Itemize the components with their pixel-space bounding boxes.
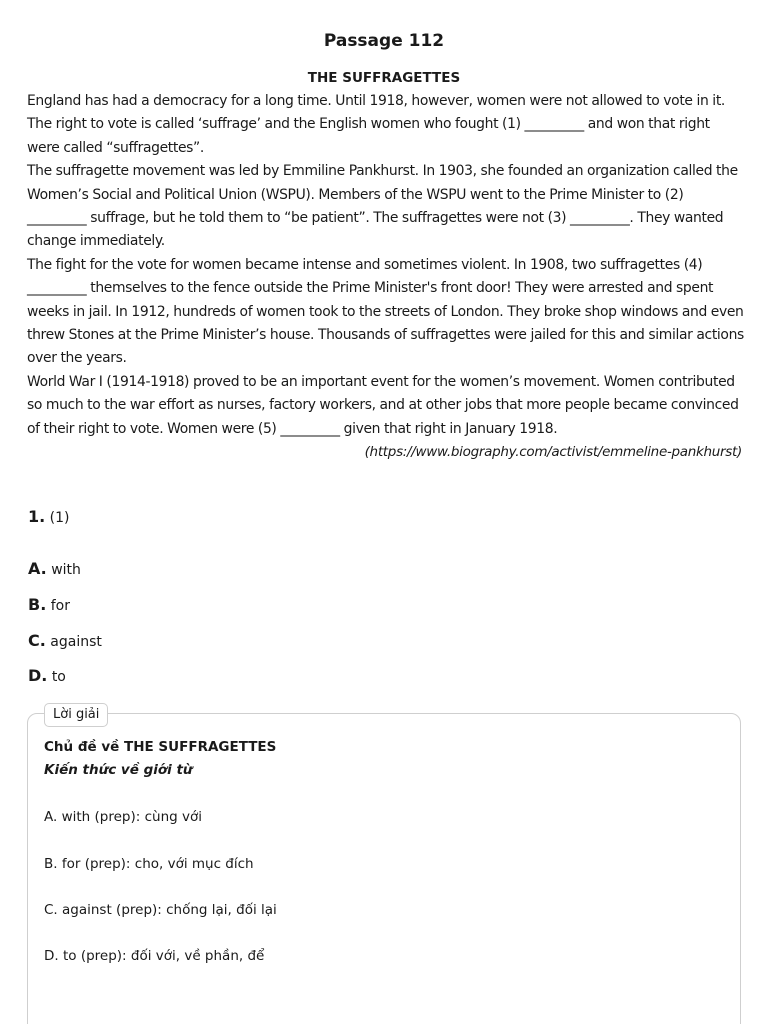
option-text: to (51, 669, 66, 685)
question-number: 1. (28, 507, 46, 526)
option-letter: A. (28, 559, 47, 578)
solution-tag[interactable]: Lời giải (44, 703, 108, 727)
solution-line-a: A. with (prep): cùng với (44, 809, 202, 825)
article-title: THE SUFFRAGETTES (307, 70, 461, 86)
solution-line-d: D. to (prep): đối với, về phần, để (44, 948, 265, 964)
source-citation: (https://www.biography.com/activist/emmeline-pankhurst) (364, 444, 742, 460)
option-letter: C. (28, 631, 46, 650)
question-text: (1) (49, 510, 70, 526)
solution-line-c: C. against (prep): chống lại, đối lại (44, 902, 277, 918)
option-d[interactable] (28, 665, 66, 688)
passage-paragraph-2: The suffragette movement was led by Emmiline Pankhurst. In 1903, she founded an organization called the Women’s Social and Political Union (WSPU). Members of the WSPU went to the Prime Minister to (2) _________ suffrage, but he told them to “be patient”. The suffragettes were not (3) _________. They wanted change immediately. (27, 163, 738, 250)
question-1 (28, 506, 70, 529)
passage-text (27, 90, 745, 441)
option-a[interactable] (28, 558, 81, 581)
solution-topic: Chủ đề về THE SUFFRAGETTES (44, 739, 277, 755)
option-b[interactable] (28, 594, 70, 617)
passage-paragraph-1: England has had a democracy for a long time. Until 1918, however, women were not allowed to vote in it. The right to vote is called ‘suffrage’ and the English women who fought (1) _________ and won that right were called “suffragettes”. (27, 93, 725, 156)
option-text: for (50, 598, 70, 614)
option-text: against (50, 634, 102, 650)
solution-knowledge: Kiến thức về giới từ (44, 762, 193, 778)
passage-title: Passage 112 (323, 31, 445, 51)
option-c[interactable] (28, 630, 102, 653)
passage-paragraph-4: World War I (1914-1918) proved to be an important event for the women’s movement. Women contributed so much to the war effort as nurses, factory workers, and at other jobs that more people became convinced of their right to vote. Women were (5) _________ given that right in January 1918. (27, 373, 739, 437)
option-letter: B. (28, 595, 47, 614)
option-letter: D. (28, 666, 48, 685)
solution-line-b: B. for (prep): cho, với mục đích (44, 856, 254, 872)
passage-paragraph-3: The fight for the vote for women became intense and sometimes violent. In 1908, two suffragettes (4) _________ themselves to the fence outside the Prime Minister's front door! They were arrested and spent weeks in jail. In 1912, hundreds of women took to the streets of London. They broke shop windows and even threw Stones at the Prime Minister’s house. Thousands of suffragettes were jailed for this and similar actions over the years. (27, 256, 744, 367)
option-text: with (51, 562, 81, 578)
